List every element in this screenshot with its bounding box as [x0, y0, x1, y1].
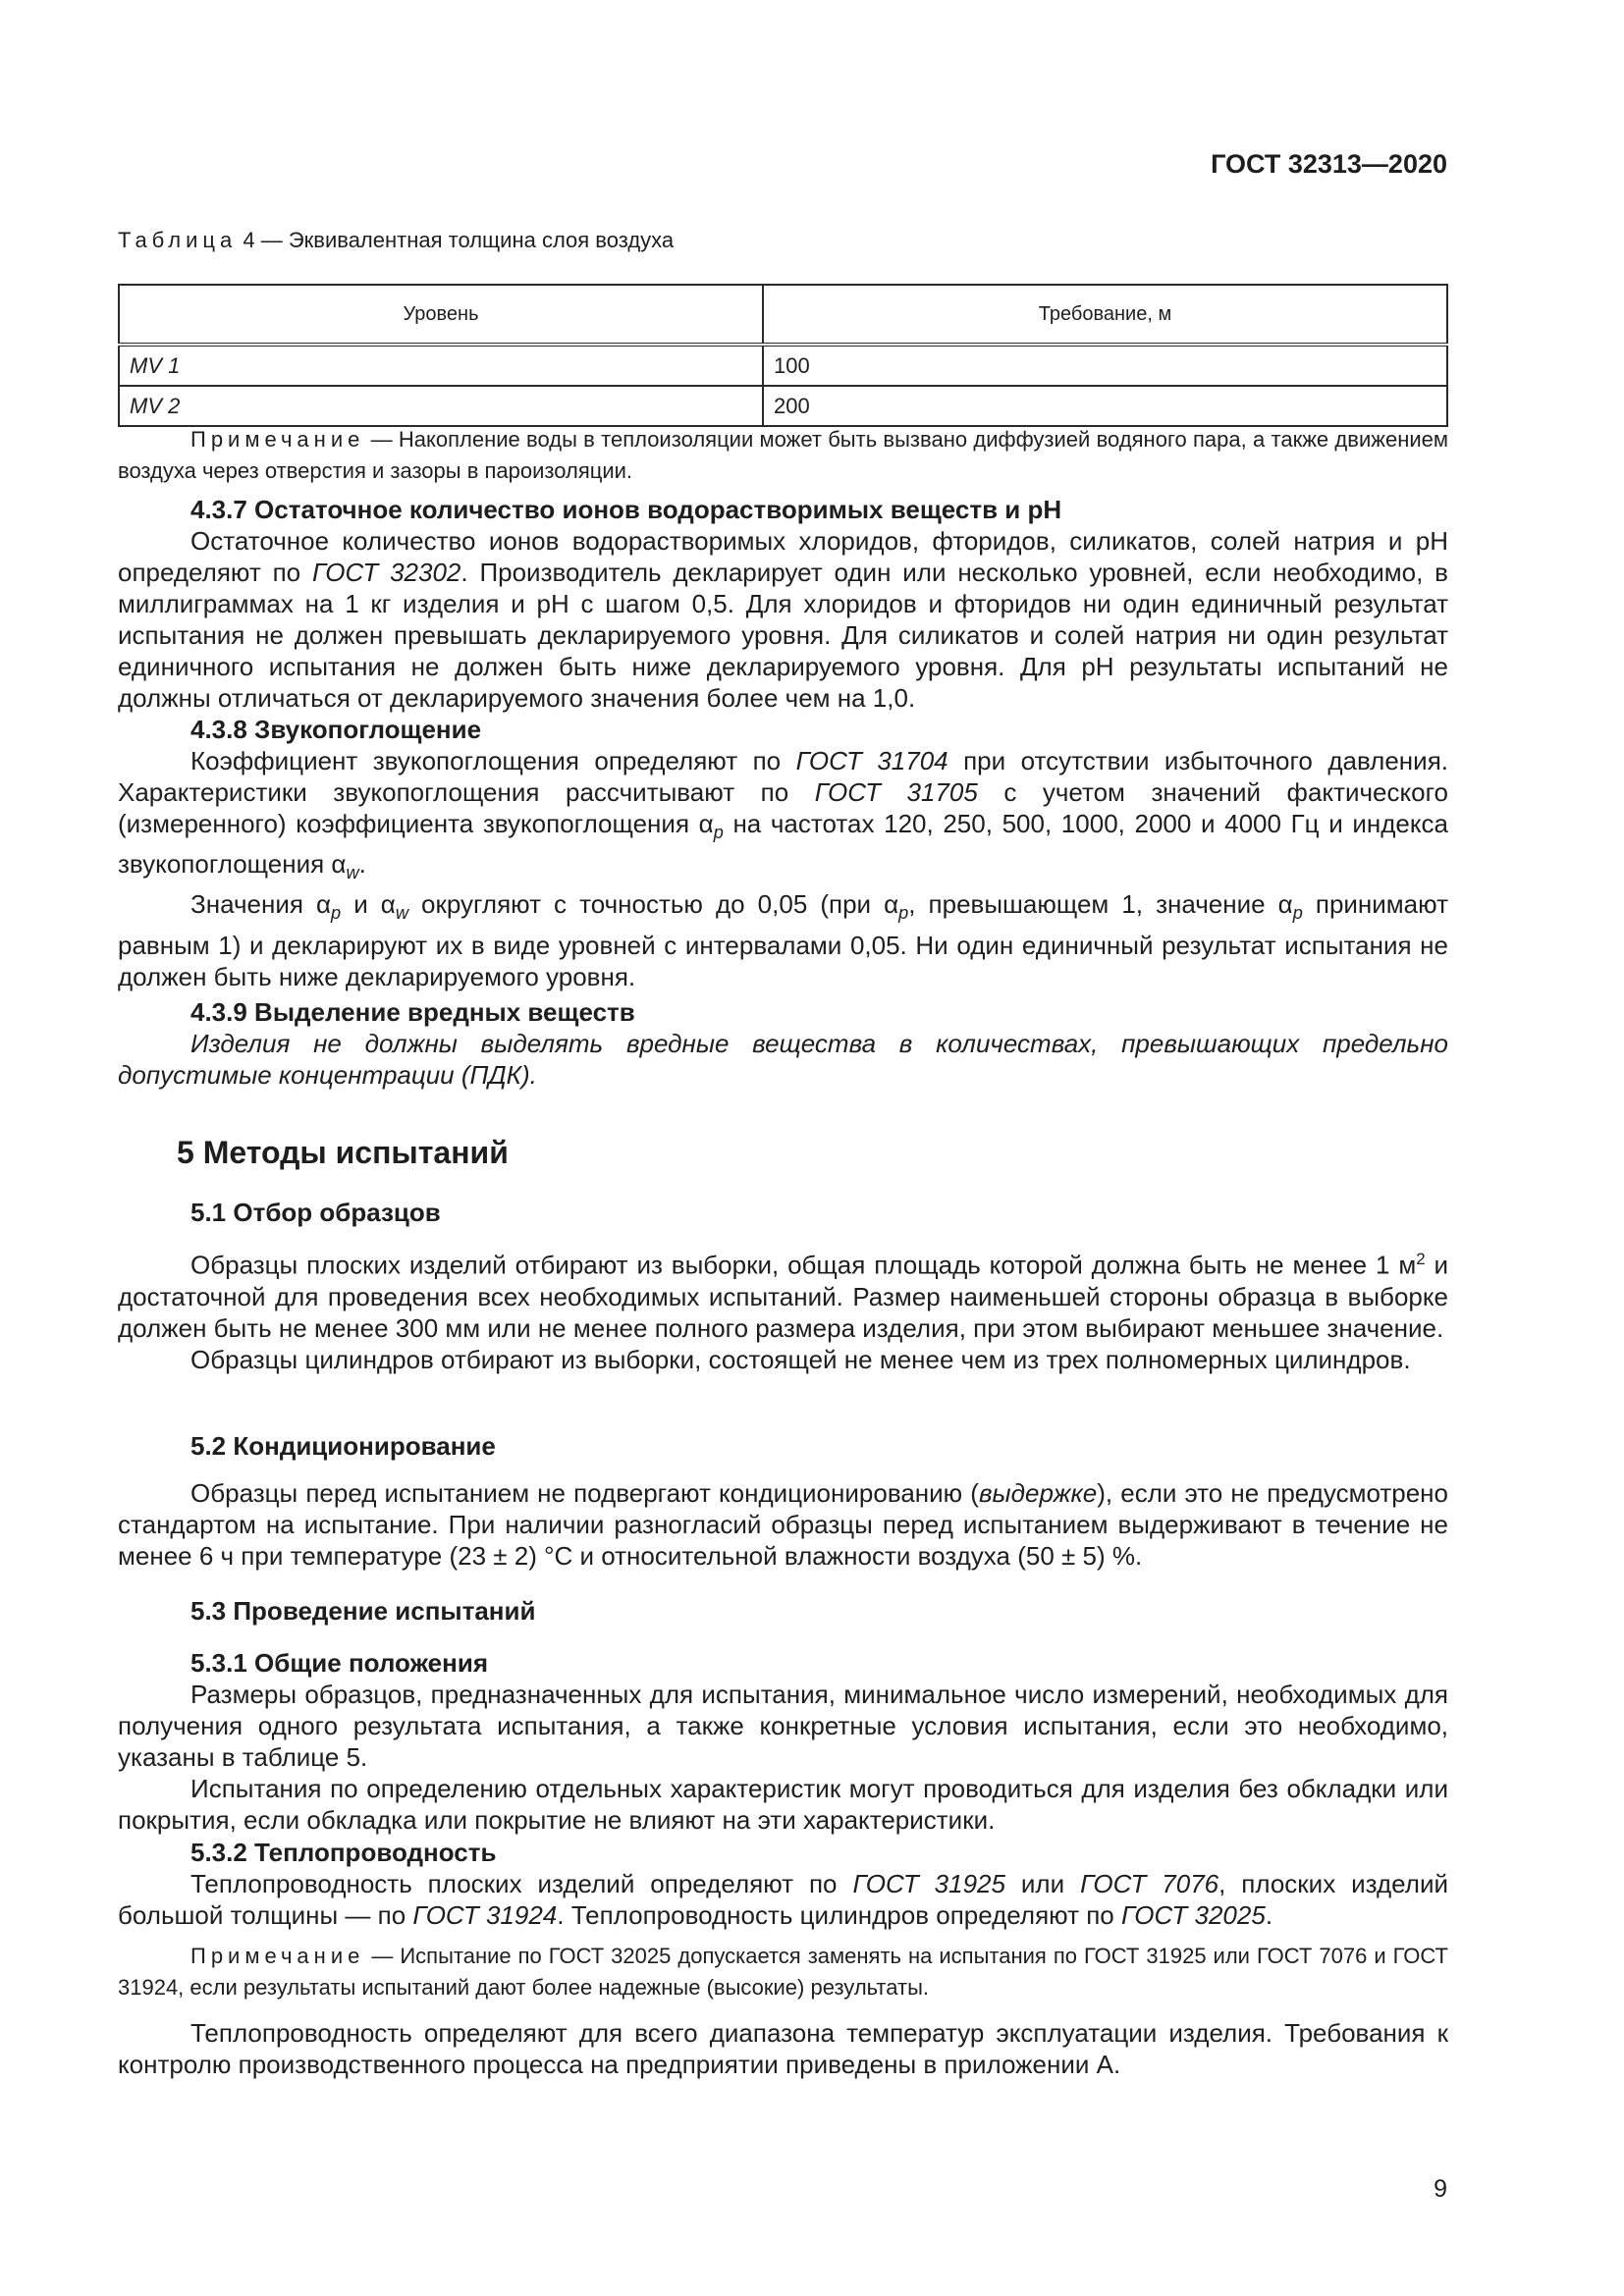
alpha-glyph: α [884, 889, 899, 920]
text-run: . Теплопроводность цилиндров определяют по [557, 1900, 1121, 1930]
text-run: при отсутствии избыточного давления. Характеристики звукопоглощения рассчитывают по [118, 746, 1448, 807]
section-heading: 4.3.9 Выделение вредных веществ [190, 997, 635, 1027]
section-4-3-8 [118, 714, 1448, 992]
standard-reference: ГОСТ 31925 [852, 1869, 1005, 1898]
standard-reference: ГОСТ 31704 [795, 746, 948, 775]
paragraph: Испытания по определению отдельных характеристик могут проводиться для изделия без обкладки или покрытия, если обкладка или покрытие не влияют на эти характеристики. [118, 1774, 1448, 1835]
text-run: и [341, 889, 381, 920]
paragraph [118, 745, 1448, 888]
table-note [118, 424, 1448, 487]
alpha-glyph: α [698, 809, 714, 838]
section-heading: 4.3.7 Остаточное количество ионов водорастворимых веществ и pH [190, 495, 1062, 524]
chapter-heading: 5 Методы испытаний [177, 1135, 509, 1170]
text-run: Образцы перед испытанием не подвергают кондиционированию ( [190, 1478, 979, 1508]
section-heading: 5.3 Проведение испытаний [190, 1596, 536, 1626]
subscript-p: p [331, 903, 342, 924]
section-4-3-9 [118, 996, 1448, 1091]
table-row [119, 386, 1447, 426]
paragraph: Образцы цилиндров отбирают из выборки, состоящей не менее чем из трех полномерных цилиндров. [190, 1344, 1411, 1374]
section-5 [118, 1133, 1448, 1172]
text-run: Образцы плоских изделий отбирают из выборки, общая площадь которой должна быть не менее 1 м [190, 1250, 1417, 1280]
alpha-p-symbol [1277, 889, 1303, 924]
alpha-p-symbol [698, 809, 724, 843]
subscript-w: w [346, 863, 359, 883]
table-cell-value: 100 [763, 345, 1447, 386]
paragraph [118, 1477, 1448, 1572]
note-text: — Испытание по ГОСТ 32025 допускается заменять на испытания по ГОСТ 31925 или ГОСТ 7076 и ГОСТ 31924, если результаты испытаний дают более надежные (высокие) результаты. [118, 1944, 1448, 2000]
alpha-w-symbol [331, 849, 359, 883]
text-run: Остаточное количество ионов водорастворимых хлоридов, фторидов, силикатов, солей натрия и pH определяют по [118, 526, 1448, 587]
note-label: Примечание [190, 1944, 365, 1968]
table-caption-text: 4 — Эквивалентная толщина слоя воздуха [237, 228, 675, 252]
text-run: ), если это не предусмотрено стандартом на испытание. При наличии разногласий образцы перед испытанием выдерживают в течение не менее 6 ч при температуре (23 ± 2) °С и относительной влажности воздуха (50 ± 5) %. [118, 1478, 1448, 1571]
paragraph: Теплопроводность определяют для всего диапазона температур эксплуатации изделия. Требования к контролю производственного процесса на предприятии приведены в приложении А. [118, 2018, 1448, 2079]
alpha-glyph: α [380, 889, 396, 920]
text-run: . Производитель декларирует один или несколько уровней, если необходимо, в миллиграммах на 1 кг изделия и pH с шагом 0,5. Для хлоридов и фторидов ни один единичный результат испытания не должен превышать декларируемого уровня. Для силикатов и солей натрия ни один результат единичного испытания не должен быть ниже декларируемого уровня. Для pH результаты испытаний не должны отличаться от декларируемого значения более чем на 1,0. [118, 558, 1448, 713]
note-text: — Накопление воды в теплоизоляции может быть вызвано диффузией водяного пара, а также движением воздуха через отверстия и зазоры в пароизоляции. [118, 427, 1448, 483]
standard-reference: ГОСТ 7076 [1080, 1869, 1219, 1898]
section-5-3-2 [118, 1837, 1448, 2080]
text-run: округляют с точностью до 0,05 (при [407, 889, 885, 920]
text-run: . [358, 849, 366, 880]
standard-reference: ГОСТ 32025 [1120, 1900, 1266, 1930]
alpha-glyph: α [315, 889, 332, 920]
subscript-p: p [713, 823, 724, 843]
table-caption-label: Таблица [118, 228, 238, 252]
alpha-w-symbol [380, 889, 408, 924]
page-number: 9 [1434, 2175, 1447, 2203]
subscript-p: p [1292, 903, 1303, 924]
paragraph: Изделия не должны выделять вредные вещества в количествах, превышающих предельно допустимые концентрации (ПДК). [118, 1029, 1448, 1090]
alpha-p-symbol [315, 889, 342, 924]
table-header-cell: Требование, м [763, 285, 1447, 345]
section-heading: 5.3.1 Общие положения [190, 1648, 488, 1678]
text-run: с учетом значений фактического (измеренного) коэффициента звукопоглощения [118, 777, 1449, 838]
text-run: , плоских изделий большой толщины — по [118, 1869, 1448, 1930]
table-cell-level: MV 2 [119, 386, 763, 426]
text-run: Значения [190, 889, 316, 920]
text-run: и достаточной для проведения всех необходимых испытаний. Размер наименьшей стороны образца в выборке должен быть не менее 300 мм или не менее полного размера изделия, при этом выбирают меньшее значение. [118, 1250, 1449, 1343]
note-label: Примечание [190, 427, 365, 452]
standard-reference: ГОСТ 32302 [311, 558, 461, 587]
section-heading: 5.1 Отбор образцов [190, 1198, 441, 1227]
note [118, 1941, 1448, 2003]
subscript-p: p [898, 903, 909, 924]
text-run: Теплопроводность плоских изделий определяют по [190, 1869, 853, 1898]
paragraph [118, 888, 1448, 991]
table-row [119, 345, 1447, 386]
superscript: 2 [1416, 1250, 1426, 1268]
section-heading: 5.2 Кондиционирование [190, 1431, 496, 1461]
text-run: , превышающем 1, значение [908, 889, 1278, 920]
paragraph [118, 525, 1448, 714]
section-heading: 4.3.8 Звукопоглощение [190, 715, 482, 744]
text-run: . [1265, 1900, 1273, 1930]
standard-reference: ГОСТ 31705 [814, 777, 978, 807]
document-header: ГОСТ 32313—2020 [1211, 149, 1447, 179]
italic-text: выдержке [978, 1478, 1098, 1508]
table-cell-level: MV 1 [119, 345, 763, 386]
alpha-glyph: α [331, 849, 347, 880]
text-run: Коэффициент звукопоглощения определяют по [190, 746, 796, 775]
section-5-2 [118, 1430, 1448, 1572]
section-4-3-7 [118, 494, 1448, 714]
paragraph [118, 1868, 1448, 1931]
table-header-cell: Уровень [119, 285, 763, 345]
table-header-row [119, 285, 1447, 345]
paragraph: Размеры образцов, предназначенных для испытания, минимальное число измерений, необходимых для получения одного результата испытания, а также конкретные условия испытания, если это необходимо, указаны в таблице 5. [118, 1680, 1448, 1772]
paragraph [118, 1244, 1448, 1344]
text-run: принимают равным 1) и декларируют их в виде уровней с интервалами 0,05. Ни один единичный результат испытания не должен быть ниже декларируемого уровня. [118, 889, 1448, 991]
table-caption [118, 228, 674, 253]
section-heading: 5.3.2 Теплопроводность [190, 1838, 497, 1867]
alpha-p-symbol [884, 889, 909, 924]
text-run: или [1004, 1869, 1081, 1898]
section-5-3-1 [118, 1647, 1448, 1836]
subscript-w: w [395, 903, 408, 924]
section-5-1 [118, 1197, 1448, 1375]
section-5-3 [118, 1595, 1448, 1627]
standard-reference: ГОСТ 31924 [412, 1900, 558, 1930]
table-cell-value: 200 [763, 386, 1447, 426]
alpha-glyph: α [1277, 889, 1293, 920]
text-run: на частотах 120, 250, 500, 1000, 2000 и 4000 Гц и индекса звукопоглощения [118, 809, 1448, 880]
equivalent-air-layer-table [118, 284, 1448, 427]
